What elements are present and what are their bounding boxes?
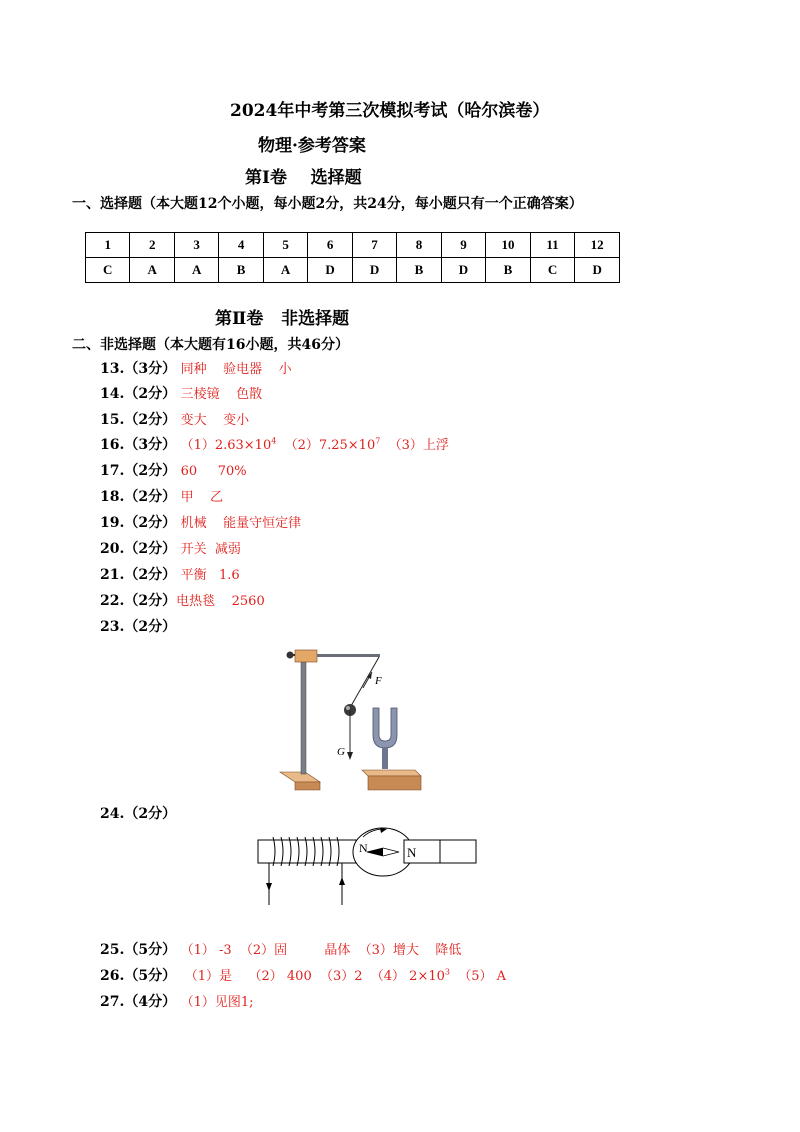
label-g: G — [337, 746, 345, 758]
q16-part2: （2）7.25×10 — [276, 438, 376, 453]
q-label: 15.（2分） — [100, 412, 177, 428]
q16-part1: （1）2.63×10 — [180, 438, 272, 453]
q-answer: C — [530, 258, 575, 283]
q-answer-text: 三棱镜 色散 — [180, 387, 263, 402]
part1-heading: 第Ⅰ卷 选择题 — [245, 168, 362, 188]
q-number: 3 — [174, 233, 218, 258]
q-label: 23.（2分） — [100, 619, 177, 635]
q-answer-text: 平衡 1.6 — [180, 568, 240, 583]
section2-heading: 二、非选择题（本大题有16小题，共46分） — [72, 337, 349, 353]
answer-line-25 — [100, 939, 461, 959]
q-answer-text: 电热毯 2560 — [176, 594, 265, 609]
q-label: 16.（3分） — [100, 437, 177, 453]
q-answer-text: （1）见图1; — [180, 995, 254, 1010]
q-answer-text: （1） -3 （2）固 晶体 （3）增大 降低 — [180, 943, 462, 958]
answer-line-14 — [100, 383, 262, 403]
coil — [273, 837, 339, 866]
q-answer: A — [263, 258, 307, 283]
q16-part3: （3）上浮 — [380, 438, 449, 453]
answer-line-18 — [100, 486, 223, 506]
q-answer: A — [174, 258, 218, 283]
q-answer-text: 60 70% — [180, 464, 247, 479]
tuning-fork — [373, 708, 397, 748]
q-answer: D — [352, 258, 396, 283]
part2-heading: 第Ⅱ卷 非选择题 — [215, 309, 350, 329]
q26-part2: （5） A — [450, 969, 507, 984]
q-label: 22.（2分） — [100, 593, 177, 609]
section1-heading: 一、选择题（本大题12个小题，每小题2分，共24分，每小题只有一个正确答案） — [72, 196, 583, 212]
answer-number-row — [86, 233, 620, 258]
q-number: 4 — [219, 233, 263, 258]
answer-line-16 — [100, 434, 449, 454]
q-number: 1 — [86, 233, 130, 258]
q-label: 19.（2分） — [100, 515, 177, 531]
q16-exp1: 4 — [271, 436, 277, 446]
q-answer: D — [441, 258, 485, 283]
q-answer: B — [219, 258, 263, 283]
q-answer-text: 机械 能量守恒定律 — [180, 516, 302, 531]
stand-base — [280, 772, 320, 782]
q-answer-text: 同种 验电器 小 — [180, 362, 292, 377]
q-answer-text: 开关 减弱 — [180, 542, 241, 557]
compass-n-label: N — [359, 841, 368, 855]
q-answer: D — [308, 258, 352, 283]
q26-part1: （1）是 （2） 400 （3）2 （4） 2×10 — [180, 969, 445, 984]
answer-line-23 — [100, 616, 176, 636]
q-label: 26.（5分） — [100, 968, 177, 984]
q-answer: B — [486, 258, 531, 283]
q-number: 9 — [441, 233, 485, 258]
stand-arm — [317, 654, 380, 657]
q-label: 25.（5分） — [100, 942, 177, 958]
q-number: 5 — [263, 233, 307, 258]
answer-line-21 — [100, 564, 240, 584]
answer-line-22 — [100, 590, 265, 610]
figure-24-electromagnet — [255, 825, 485, 910]
page-title: 2024年中考第三次模拟考试（哈尔滨卷） — [230, 101, 550, 121]
answer-line-15 — [100, 409, 249, 429]
q-number: 8 — [397, 233, 441, 258]
q-answer: D — [575, 258, 620, 283]
label-f: F — [375, 675, 382, 687]
figure-23-tuning-fork — [275, 640, 425, 795]
answer-line-20 — [100, 538, 241, 558]
stand-rod — [301, 654, 306, 774]
q-number: 11 — [530, 233, 575, 258]
page-subtitle: 物理·参考答案 — [258, 136, 366, 156]
answer-letter-row — [86, 258, 620, 283]
answer-line-26 — [100, 965, 506, 985]
q-number: 6 — [308, 233, 352, 258]
q-answer-text: 变大 变小 — [180, 413, 250, 428]
q-label: 14.（2分） — [100, 386, 177, 402]
q-answer: C — [86, 258, 130, 283]
q-label: 13.（3分） — [100, 361, 177, 377]
q-answer: A — [130, 258, 174, 283]
q-number: 7 — [352, 233, 396, 258]
answer-line-27 — [100, 991, 254, 1011]
q26-exp: 3 — [444, 967, 450, 977]
q-label: 20.（2分） — [100, 541, 177, 557]
q-number: 2 — [130, 233, 174, 258]
q-label: 18.（2分） — [100, 489, 177, 505]
magnet-n-label: N — [407, 845, 417, 860]
q-number: 10 — [486, 233, 531, 258]
q-number: 12 — [575, 233, 620, 258]
q-label: 27.（4分） — [100, 994, 177, 1010]
q-answer: B — [397, 258, 441, 283]
q-answer-text: 甲 乙 — [180, 490, 224, 505]
answer-line-24 — [100, 803, 176, 823]
answer-line-17 — [100, 460, 247, 480]
q16-exp2: 7 — [375, 436, 381, 446]
answer-table — [85, 232, 620, 283]
q-label: 21.（2分） — [100, 567, 177, 583]
q-label: 24.（2分） — [100, 806, 177, 822]
q-label: 17.（2分） — [100, 463, 177, 479]
answer-line-13 — [100, 358, 292, 378]
clamp-block — [295, 650, 317, 662]
answer-line-19 — [100, 512, 301, 532]
